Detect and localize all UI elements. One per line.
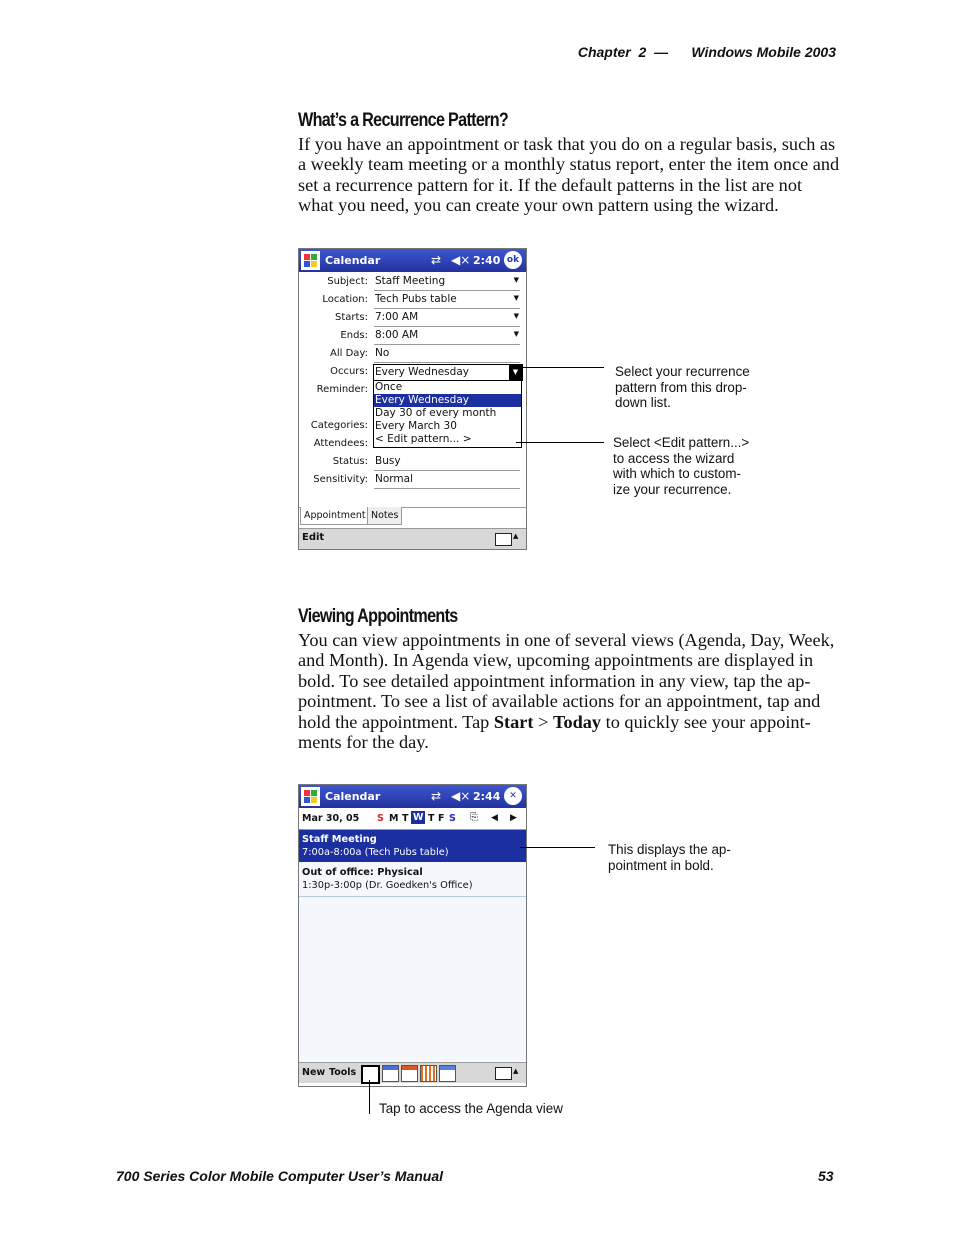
field-label: Sensitivity: <box>313 474 368 485</box>
field-text: 7:00 AM <box>375 311 419 323</box>
paragraph-line: what you need, you can create your own pattern using the wizard. <box>298 195 779 216</box>
appointment-detail: 7:00a-8:00a (Tech Pubs table) <box>302 847 449 858</box>
field-all-day[interactable] <box>299 345 526 363</box>
field-text: Tech Pubs table <box>375 293 457 305</box>
agenda-view-icon[interactable] <box>361 1065 380 1084</box>
dropdown-arrow-icon[interactable]: ▼ <box>513 294 519 302</box>
day-monday[interactable]: M <box>389 813 399 824</box>
occurs-option[interactable]: Every March 30 <box>375 420 457 432</box>
callout-line <box>516 442 604 443</box>
tab-notes[interactable]: Notes <box>367 507 402 525</box>
input-arrow-icon[interactable]: ▲ <box>513 532 519 540</box>
day-sunday[interactable]: S <box>377 813 384 824</box>
field-subject[interactable] <box>299 273 526 291</box>
day-tuesday[interactable]: T <box>402 813 409 824</box>
date-bar <box>299 809 526 830</box>
text-run: to quickly see your appoint- <box>601 711 811 732</box>
callout-line-text: down list. <box>615 395 671 411</box>
dropdown-arrow-icon[interactable]: ▼ <box>513 330 519 338</box>
edit-pattern-option[interactable]: < Edit pattern... > <box>375 433 472 445</box>
month-view-icon[interactable] <box>420 1065 437 1082</box>
section-heading-recurrence: What’s a Recurrence Pattern? <box>298 110 509 131</box>
field-label: Ends: <box>340 330 368 341</box>
paragraph-line: a weekly team meeting or a monthly status report, enter the item once and <box>298 154 840 175</box>
appointment-selected[interactable] <box>299 830 526 862</box>
keyboard-icon[interactable] <box>495 1067 512 1080</box>
running-header <box>578 44 836 60</box>
footer-manual-title: 700 Series Color Mobile Computer User’s Manual <box>116 1168 444 1184</box>
text-run: hold the appointment. Tap <box>298 711 494 732</box>
callout-line-text: pattern from this drop- <box>615 379 747 395</box>
field-text: Normal <box>375 473 413 485</box>
field-status[interactable] <box>299 453 526 471</box>
paragraph-line <box>298 712 843 732</box>
callout-line-text: pointment in bold. <box>608 857 714 873</box>
title-bar <box>299 785 526 808</box>
calendar-edit-screenshot <box>298 248 527 550</box>
start-bold: Start <box>493 711 534 732</box>
today-bold: Today <box>552 711 602 732</box>
prev-week-icon[interactable]: ◀ <box>491 813 498 823</box>
day-thursday[interactable]: T <box>428 813 435 824</box>
paragraph-line: and Month). In Agenda view, upcoming appointments are displayed in <box>298 650 814 671</box>
callout-line-text: This displays the ap- <box>608 842 731 857</box>
goto-today-icon[interactable]: ⎘ <box>470 812 478 823</box>
field-location[interactable] <box>299 291 526 309</box>
callout-line-text: with which to custom- <box>613 466 741 482</box>
occurs-dropdown-list <box>373 380 522 448</box>
field-text: Busy <box>375 455 401 467</box>
dropdown-arrow-icon[interactable]: ▼ <box>513 312 519 320</box>
text-run: > <box>533 711 553 732</box>
chapter-title: Windows Mobile 2003 <box>691 44 836 60</box>
paragraph-line: set a recurrence pattern for it. If the default patterns in the list are not <box>298 174 803 195</box>
page-number: 53 <box>818 1168 834 1184</box>
occurs-selected: Every Wednesday <box>375 366 469 378</box>
ok-button[interactable]: ok <box>504 251 522 269</box>
chapter-label: Chapter 2 — <box>577 44 669 60</box>
input-arrow-icon[interactable]: ▲ <box>513 1067 519 1075</box>
field-ends[interactable] <box>299 327 526 345</box>
paragraph-line: You can view appointments in one of several views (Agenda, Day, Week, <box>298 630 835 650</box>
appointment-detail: 1:30p-3:00p (Dr. Goedken's Office) <box>302 880 473 891</box>
windows-start-icon[interactable] <box>301 787 320 806</box>
callout-line-text: ize your recurrence. <box>613 481 732 497</box>
callout-line-text: Select your recurrence <box>615 364 750 379</box>
keyboard-icon[interactable] <box>495 533 512 546</box>
menu-bar <box>299 528 526 549</box>
edit-menu[interactable]: Edit <box>302 532 325 543</box>
callout-line <box>369 1080 370 1114</box>
section-heading-viewing: Viewing Appointments <box>298 606 458 627</box>
day-wednesday-selected[interactable]: W <box>413 812 424 823</box>
appointment-item[interactable] <box>299 863 526 897</box>
current-date[interactable]: Mar 30, 05 <box>302 813 360 824</box>
day-view-icon[interactable] <box>382 1065 399 1082</box>
occurs-combobox[interactable] <box>373 364 523 381</box>
field-label: Attendees: <box>313 438 368 449</box>
windows-start-icon[interactable] <box>301 251 320 270</box>
tab-appointment[interactable]: Appointment <box>300 507 370 525</box>
field-label: Categories: <box>310 420 368 431</box>
field-label: Starts: <box>334 312 368 323</box>
callout-agenda-view: Tap to access the Agenda view <box>379 1101 563 1116</box>
callout-line <box>516 367 604 368</box>
menu-bar <box>299 1062 526 1083</box>
callout-bold-appointment <box>608 842 731 873</box>
speaker-icon[interactable]: ◀× <box>451 253 471 267</box>
field-label: Status: <box>332 456 368 467</box>
field-label: Location: <box>322 294 368 305</box>
close-icon[interactable]: ✕ <box>504 787 522 805</box>
connectivity-icon[interactable]: ⇄ <box>431 253 442 267</box>
tools-menu[interactable]: Tools <box>329 1067 357 1078</box>
calendar-agenda-screenshot <box>298 784 527 1087</box>
field-label: Occurs: <box>330 366 368 377</box>
week-view-icon[interactable] <box>401 1065 418 1082</box>
speaker-icon[interactable]: ◀× <box>451 789 471 803</box>
callout-line-text: to access the wizard <box>613 450 735 466</box>
field-value[interactable] <box>374 309 520 327</box>
field-value[interactable] <box>374 345 520 363</box>
appointment-title: Staff Meeting <box>302 834 377 845</box>
app-title: Calendar <box>325 790 381 803</box>
occurs-option-selected[interactable]: Every Wednesday <box>374 394 521 407</box>
field-label: Reminder: <box>316 384 368 395</box>
callout-line <box>520 847 595 848</box>
new-menu[interactable]: New <box>302 1067 326 1078</box>
recurrence-paragraph <box>298 134 843 216</box>
field-value[interactable] <box>374 453 520 471</box>
field-text: No <box>375 347 390 359</box>
callout-recurrence <box>615 364 750 411</box>
viewing-paragraph <box>298 630 843 752</box>
field-starts[interactable] <box>299 309 526 327</box>
field-sensitivity[interactable] <box>299 471 526 489</box>
field-value[interactable] <box>374 273 520 291</box>
paragraph-line: ments for the day. <box>298 732 429 753</box>
callout-edit-pattern <box>613 435 749 497</box>
dropdown-arrow-icon[interactable]: ▼ <box>509 365 522 380</box>
title-bar <box>299 249 526 272</box>
paragraph-line: pointment. To see a list of available actions for an appointment, tap and <box>298 691 821 712</box>
field-value[interactable] <box>374 291 520 309</box>
week-strip <box>375 813 463 827</box>
field-text: 8:00 AM <box>375 329 419 341</box>
day-saturday[interactable]: S <box>449 813 456 824</box>
field-value[interactable] <box>374 327 520 345</box>
field-text: Staff Meeting <box>375 275 446 287</box>
appointment-title: Out of office: Physical <box>302 867 423 878</box>
clock-time[interactable]: 2:40 <box>473 254 501 267</box>
occurs-option[interactable]: Once <box>375 381 403 393</box>
occurs-option[interactable]: Day 30 of every month <box>375 407 497 419</box>
field-label: Subject: <box>327 276 368 287</box>
next-week-icon[interactable]: ▶ <box>510 813 517 823</box>
day-friday[interactable]: F <box>438 813 445 824</box>
field-label: All Day: <box>330 348 368 359</box>
year-view-icon[interactable] <box>439 1065 456 1082</box>
callout-line-text: Select <Edit pattern...> <box>613 435 750 450</box>
connectivity-icon[interactable]: ⇄ <box>431 789 442 803</box>
clock-time[interactable]: 2:44 <box>473 790 501 803</box>
dropdown-arrow-icon[interactable]: ▼ <box>513 276 519 284</box>
paragraph-line: bold. To see detailed appointment information in any view, tap the ap- <box>298 670 811 691</box>
field-value[interactable] <box>374 471 520 489</box>
app-title: Calendar <box>325 254 381 267</box>
agenda-list <box>299 830 526 1061</box>
paragraph-line: If you have an appointment or task that you do on a regular basis, such as <box>298 134 836 154</box>
